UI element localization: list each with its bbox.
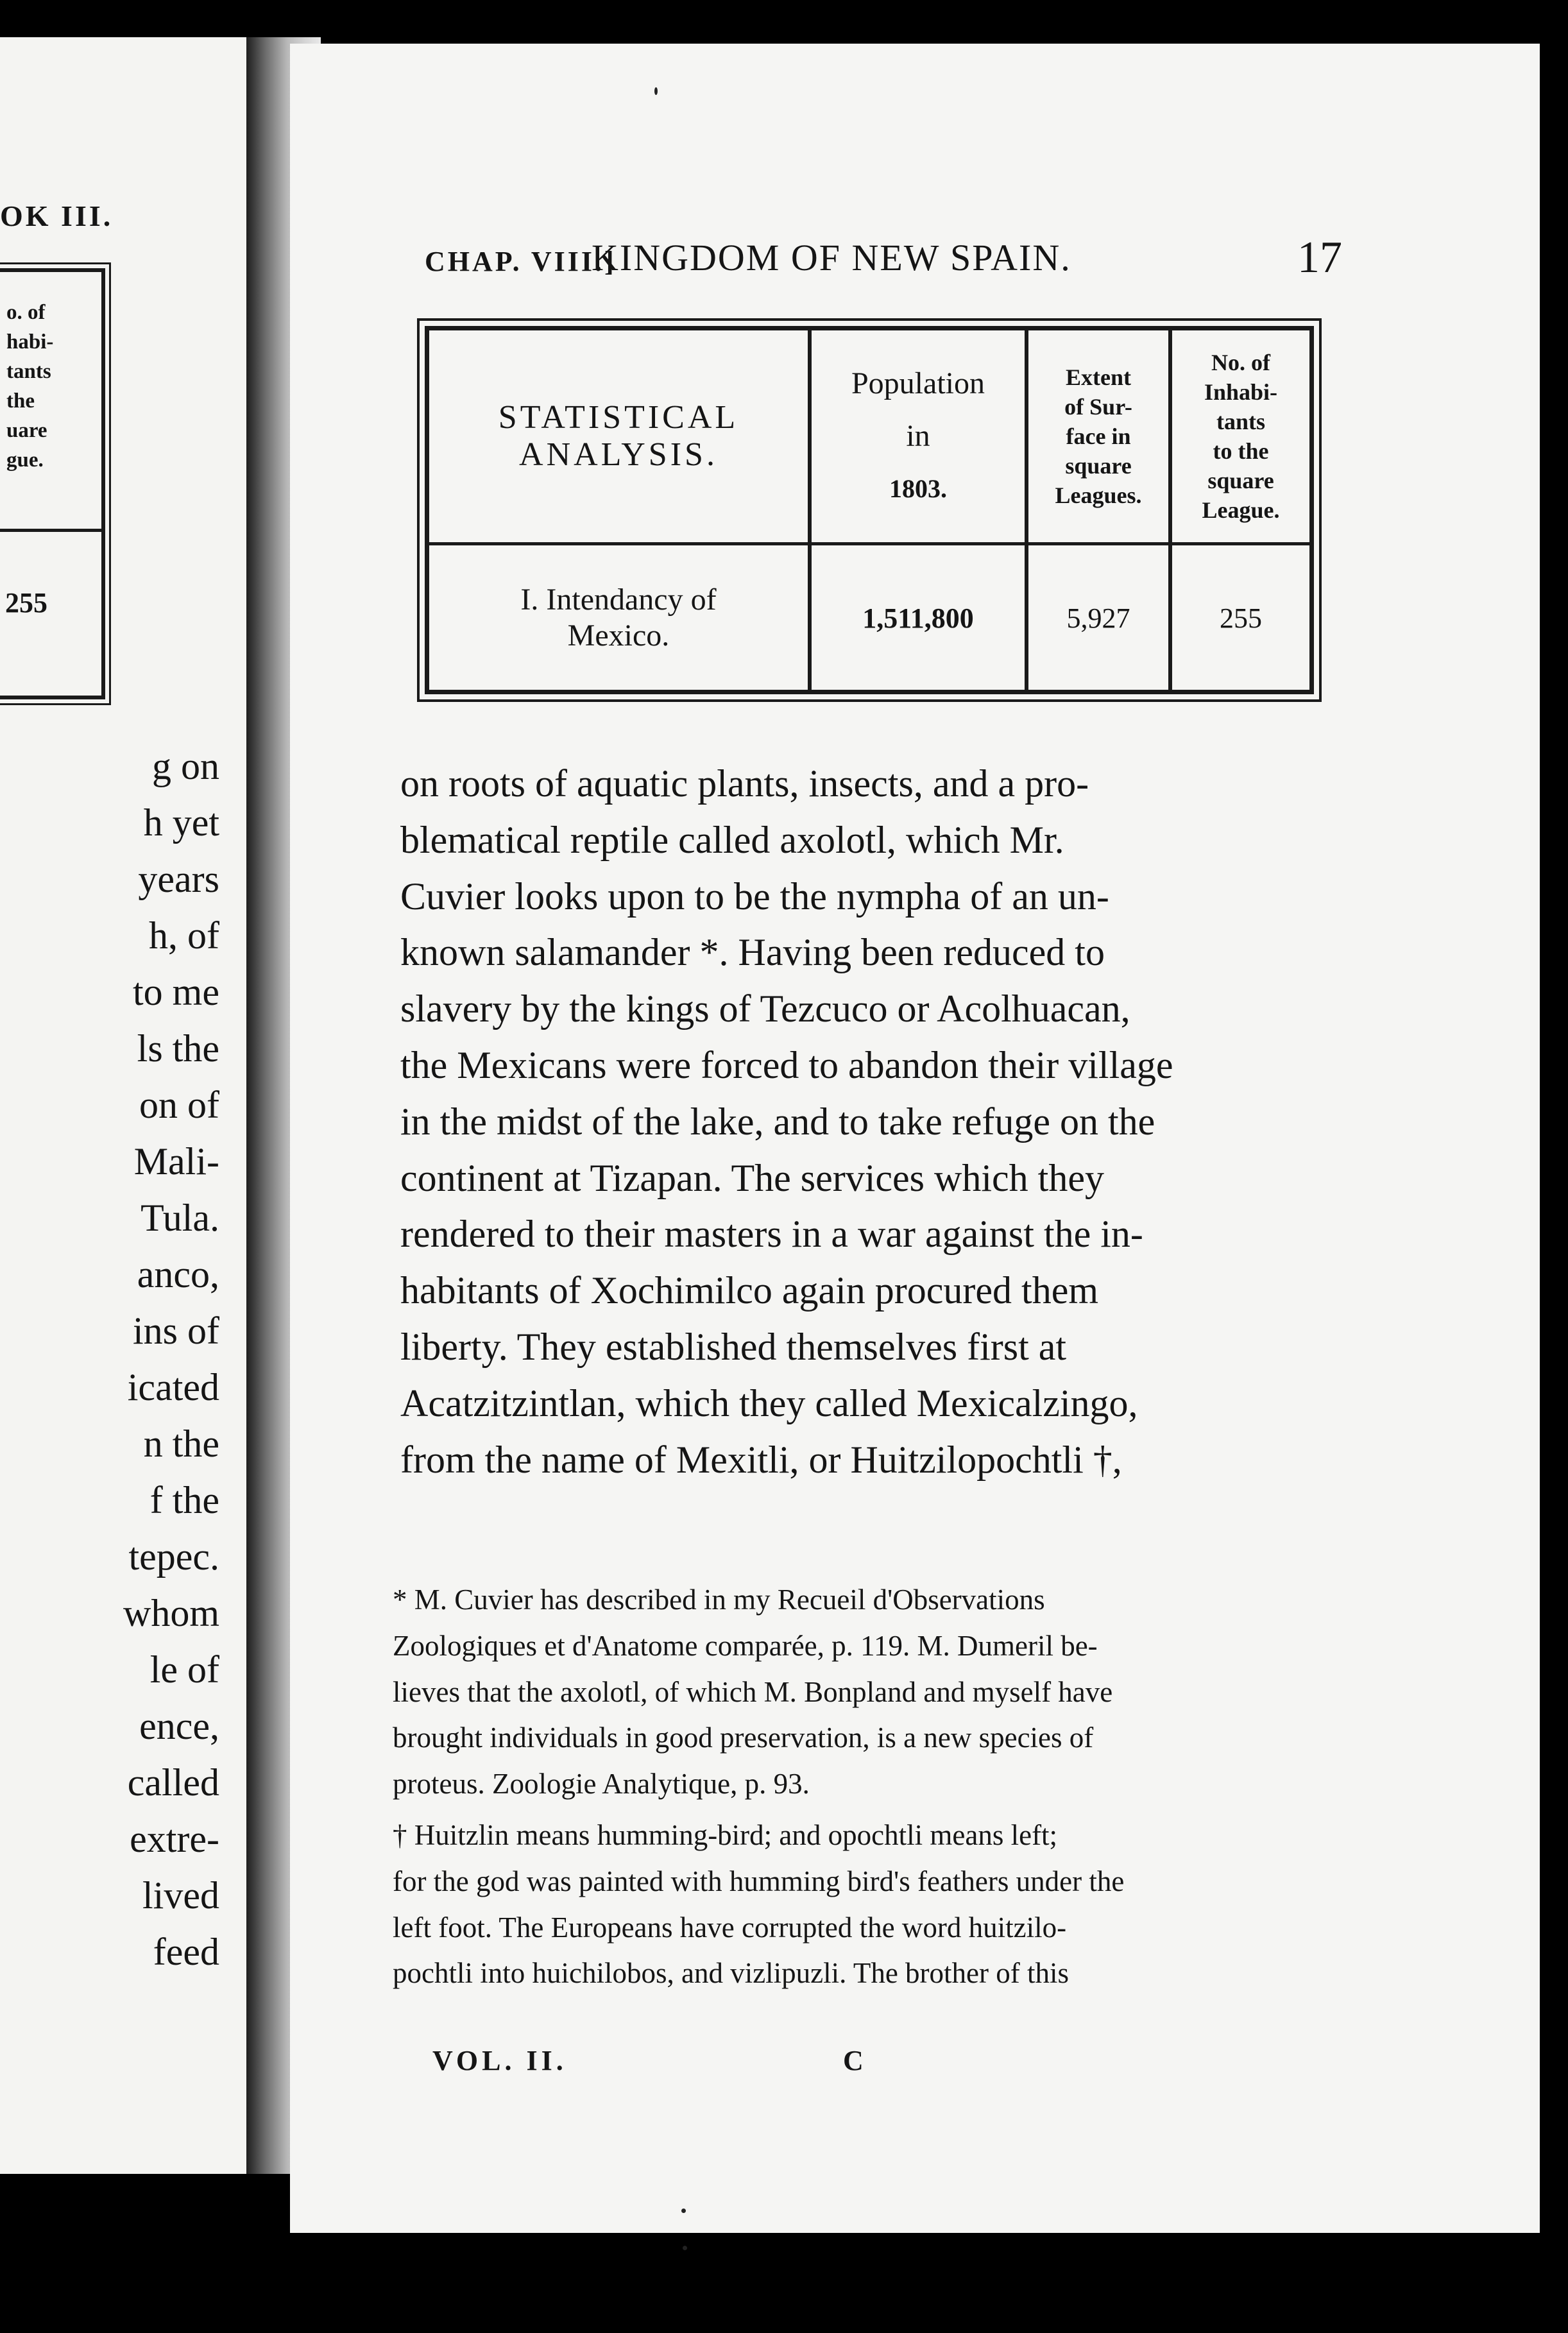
page-number: 17 — [1297, 233, 1342, 282]
header-population-line: in — [906, 419, 930, 453]
header-inhabitants-line: League. — [1202, 497, 1280, 523]
footnote-line: left foot. The Europeans have corrupted the word huitzilo- — [393, 1911, 1067, 1944]
left-text-line: ence, — [139, 1705, 219, 1747]
table-header-population — [812, 330, 1025, 542]
left-text-line: icated — [127, 1366, 219, 1408]
left-table-value: 255 — [5, 587, 47, 619]
header-extent-line: Leagues. — [1055, 483, 1142, 508]
left-page-fragment — [0, 37, 251, 2174]
header-extent-line: Extent — [1066, 364, 1131, 390]
table-header-extent — [1028, 330, 1168, 542]
header-population-line: Population — [851, 366, 985, 400]
body-text — [400, 756, 1311, 1488]
left-text-line: n the — [143, 1423, 219, 1465]
left-text-line: extre- — [130, 1818, 219, 1860]
header-inhabitants-line: square — [1207, 468, 1274, 493]
row-name-line: I. Intendancy of — [520, 583, 717, 617]
header-population-line: 1803. — [889, 474, 947, 503]
body-line: known salamander *. Having been reduced to — [400, 931, 1105, 974]
left-text-line: g on — [152, 745, 219, 787]
footnote-line: Zoologiques et d'Anatome comparée, p. 119. M. Dumeril be- — [393, 1629, 1098, 1662]
table-row-inhabitants: 255 — [1220, 602, 1262, 634]
signature-line — [432, 2044, 1202, 2083]
left-table-header-line: uare — [6, 419, 47, 442]
footnote-line: brought individuals in good preservation, is a new species of — [393, 1722, 1094, 1754]
header-inhabitants-line: No. of — [1211, 350, 1270, 375]
left-text-line: lived — [142, 1874, 219, 1917]
left-text-line: f the — [149, 1479, 219, 1521]
left-table-fragment — [0, 268, 105, 699]
left-text-line: ins of — [133, 1310, 219, 1352]
body-line: from the name of Mexitli, or Huitzilopochtli †, — [400, 1438, 1122, 1481]
left-text-line: Mali- — [133, 1140, 219, 1183]
footnote-line: * M. Cuvier has described in my Recueil d'Observations — [393, 1584, 1045, 1616]
body-line: the Mexicans were forced to abandon their village — [400, 1043, 1173, 1086]
left-running-head: OK III. — [0, 200, 114, 232]
left-text-line: anco, — [137, 1253, 219, 1295]
left-table-header-line: the — [6, 389, 35, 413]
table-row-name — [429, 546, 808, 690]
ink-speck — [654, 87, 658, 95]
header-extent-line: square — [1065, 453, 1132, 479]
left-text-line: called — [127, 1761, 219, 1804]
header-inhabitants-line: to the — [1213, 438, 1269, 464]
left-text-line: Tula. — [141, 1197, 219, 1239]
body-line: on roots of aquatic plants, insects, and a pro- — [400, 762, 1089, 805]
header-inhabitants-line: tants — [1216, 409, 1265, 434]
body-line: rendered to their masters in a war against the in- — [400, 1213, 1143, 1256]
body-line: habitants of Xochimilco again procured them — [400, 1269, 1098, 1312]
header-extent-line: face in — [1066, 423, 1131, 449]
left-text-line: tepec. — [128, 1535, 219, 1578]
row-name-line: Mexico. — [567, 619, 670, 653]
footnote-line: for the god was painted with humming bird's feathers under the — [393, 1865, 1125, 1897]
body-line: blematical reptile called axolotl, which Mr. — [400, 818, 1064, 861]
body-line: Acatzitzintlan, which they called Mexicalzingo, — [400, 1381, 1138, 1424]
body-line: slavery by the kings of Tezcuco or Acolhuacan, — [400, 987, 1130, 1030]
left-text-line: years — [138, 858, 219, 900]
volume-label: VOL. II. — [432, 2045, 567, 2076]
statistical-table — [425, 326, 1314, 694]
ink-speck — [683, 2246, 687, 2250]
left-text-line: whom — [123, 1592, 219, 1634]
left-table-header-line: o. of — [6, 301, 46, 324]
left-text-line: to me — [133, 971, 219, 1013]
left-text-line: ls the — [137, 1027, 219, 1070]
body-line: liberty. They established themselves first at — [400, 1325, 1067, 1368]
header-title-line: ANALYSIS. — [519, 436, 718, 473]
footnote-line: proteus. Zoologie Analytique, p. 93. — [393, 1768, 810, 1800]
body-line: in the midst of the lake, and to take refuge on the — [400, 1100, 1155, 1143]
table-header-title — [429, 330, 808, 542]
left-text-line: le of — [149, 1648, 219, 1691]
left-table-header-line: habi- — [6, 330, 54, 354]
ink-speck — [681, 2209, 686, 2213]
header-inhabitants-line: Inhabi- — [1204, 379, 1278, 405]
left-table-header — [6, 298, 53, 475]
footnote-line: pochtli into huichilobos, and vizlipuzli. The brother of this — [393, 1957, 1069, 1990]
footnote-line: lieves that the axolotl, of which M. Bonpland and myself have — [393, 1675, 1113, 1708]
running-title: KINGDOM OF NEW SPAIN. — [592, 237, 1071, 278]
table-row-population: 1,511,800 — [862, 602, 974, 634]
left-table-header-line: gue. — [6, 449, 44, 472]
table-row-extent: 5,927 — [1066, 602, 1130, 634]
left-text-line: h, of — [149, 914, 219, 957]
left-page-text — [123, 738, 219, 1980]
table-header-inhabitants — [1172, 330, 1309, 542]
body-line: continent at Tizapan. The services which they — [400, 1156, 1104, 1199]
header-extent-line: of Sur- — [1064, 394, 1132, 420]
right-page — [290, 44, 1540, 2233]
left-text-line: on of — [139, 1084, 219, 1126]
left-table-rule — [0, 529, 101, 532]
chapter-label: CHAP. VIII.] — [425, 246, 617, 277]
body-line: Cuvier looks upon to be the nympha of an un- — [400, 875, 1109, 918]
running-head — [425, 233, 1342, 287]
left-table-header-line: tants — [6, 360, 51, 383]
left-text-line: feed — [153, 1931, 219, 1973]
header-title-line: STATISTICAL — [498, 399, 739, 436]
table-header-rule — [429, 542, 1309, 545]
footnote-line: † Huitzlin means humming-bird; and opochtli means left; — [393, 1818, 1058, 1851]
signature-mark: C — [843, 2045, 864, 2076]
left-text-line: h yet — [143, 801, 219, 844]
footnotes — [393, 1577, 1310, 1997]
